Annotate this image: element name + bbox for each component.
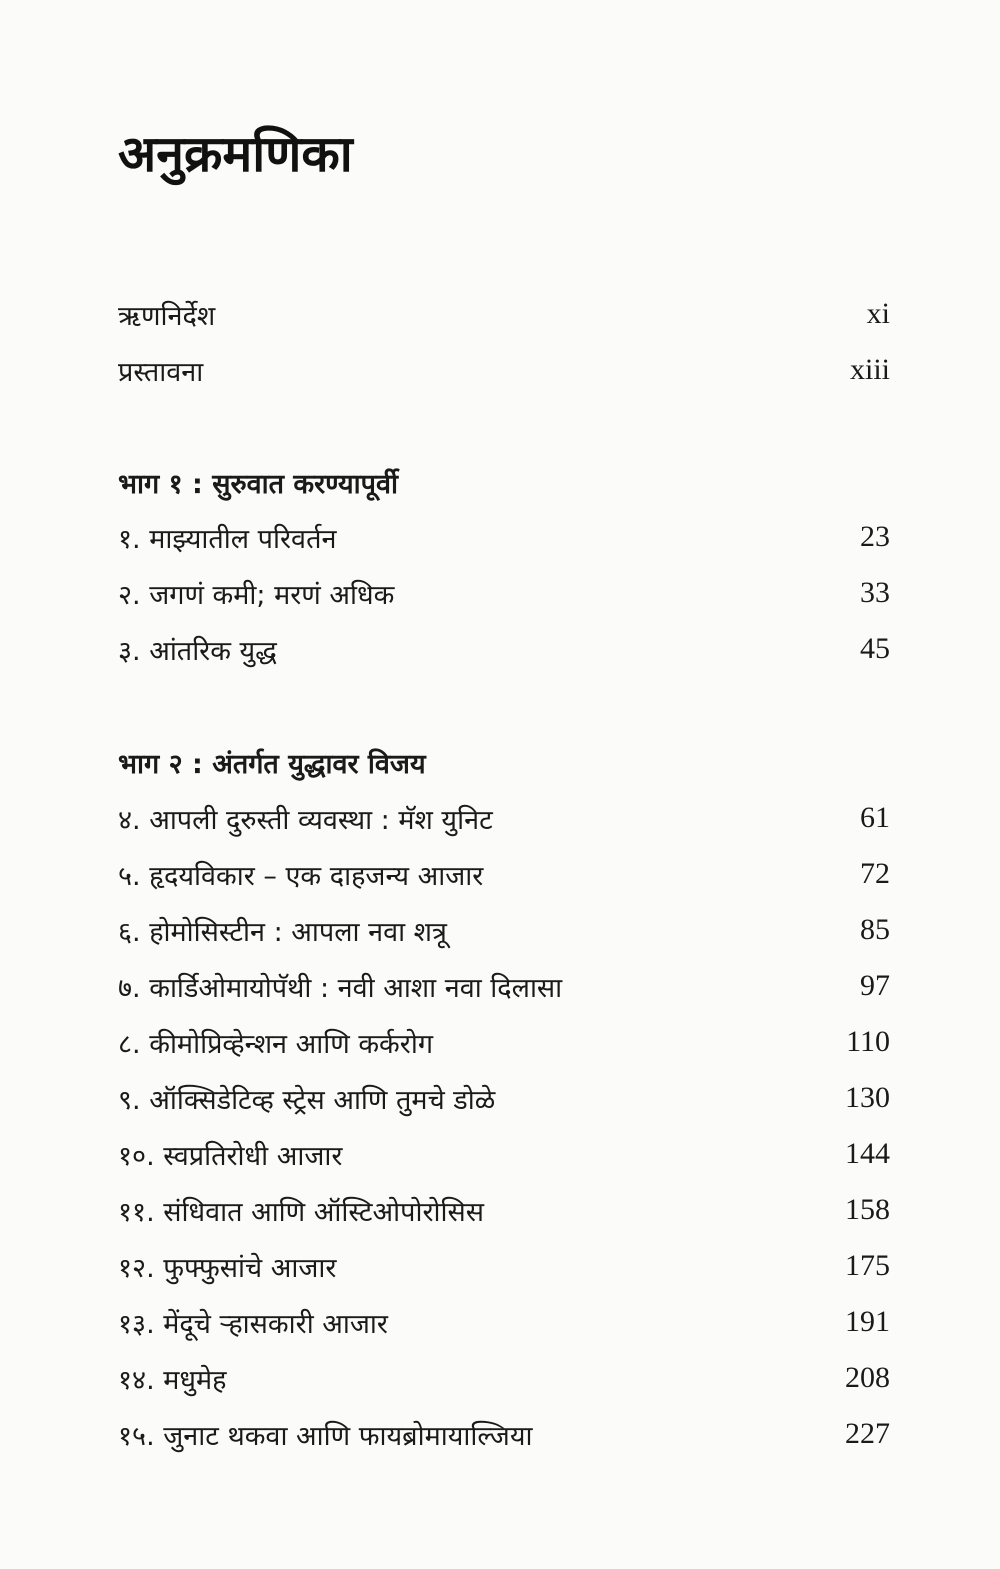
part-heading: भाग १ : सुरुवात करण्यापूर्वी — [118, 468, 399, 500]
toc-entry — [118, 851, 890, 897]
page-title: अनुक्रमणिका — [118, 125, 353, 183]
toc-entry — [118, 626, 890, 672]
entry-page: 227 — [845, 1417, 890, 1450]
toc-entry — [118, 291, 890, 337]
entry-label: १३. मेंदूचे ऱ्हासकारी आजार — [118, 1308, 388, 1340]
toc-entry — [118, 907, 890, 953]
toc-entry — [118, 1355, 890, 1401]
entry-label: ४. आपली दुरुस्ती व्यवस्था : मॅश युनिट — [118, 804, 493, 836]
toc-entry — [118, 1299, 890, 1345]
entry-label: ६. होमोसिस्टीन : आपला नवा शत्रू — [118, 916, 447, 948]
entry-label: १. माझ्यातील परिवर्तन — [118, 523, 337, 555]
entry-page: 45 — [860, 632, 890, 665]
entry-label: ७. कार्डिओमायोपॅथी : नवी आशा नवा दिलासा — [118, 972, 563, 1004]
toc-entry — [118, 1075, 890, 1121]
entry-label: १५. जुनाट थकवा आणि फायब्रोमायाल्जिया — [118, 1420, 533, 1452]
toc-entry — [118, 570, 890, 616]
toc-entry — [118, 1187, 890, 1233]
entry-label: ५. हृदयविकार – एक दाहजन्य आजार — [118, 860, 484, 892]
entry-page: 33 — [860, 576, 890, 609]
entry-page: 208 — [845, 1361, 890, 1394]
entry-label: ३. आंतरिक युद्ध — [118, 635, 277, 667]
toc-entry — [118, 1243, 890, 1289]
entry-page: 175 — [845, 1249, 890, 1282]
entry-label: ९. ऑक्सिडेटिव्ह स्ट्रेस आणि तुमचे डोळे — [118, 1084, 496, 1116]
entry-label: ११. संधिवात आणि ऑस्टिओपोरोसिस — [118, 1196, 484, 1228]
entry-page: 191 — [845, 1305, 890, 1338]
entry-label: २. जगणं कमी; मरणं अधिक — [118, 579, 395, 611]
entry-label: ऋणनिर्देश — [118, 300, 216, 332]
entry-label: प्रस्तावना — [118, 356, 204, 388]
entry-page: 61 — [860, 801, 890, 834]
toc-entry — [118, 1411, 890, 1457]
entry-page: 144 — [845, 1137, 890, 1170]
toc-entry — [118, 963, 890, 1009]
toc-entry — [118, 514, 890, 560]
entry-page: 158 — [845, 1193, 890, 1226]
toc-entry — [118, 347, 890, 393]
entry-page: 110 — [846, 1025, 890, 1058]
entry-page: xiii — [849, 353, 890, 386]
toc-entry — [118, 795, 890, 841]
entry-page: 85 — [860, 913, 890, 946]
entry-label: १०. स्वप्रतिरोधी आजार — [118, 1140, 343, 1172]
entry-label: ८. कीमोप्रिव्हेन्शन आणि कर्करोग — [118, 1028, 434, 1060]
entry-page: xi — [866, 297, 890, 330]
toc-entry — [118, 1131, 890, 1177]
entry-page: 23 — [860, 520, 890, 553]
toc-entry — [118, 1019, 890, 1065]
entry-label: १२. फुफ्फुसांचे आजार — [118, 1252, 337, 1284]
entry-page: 72 — [860, 857, 890, 890]
entry-page: 97 — [860, 969, 890, 1002]
entry-label: १४. मधुमेह — [118, 1364, 227, 1396]
entry-page: 130 — [845, 1081, 890, 1114]
part-heading: भाग २ : अंतर्गत युद्धावर विजय — [118, 748, 426, 780]
